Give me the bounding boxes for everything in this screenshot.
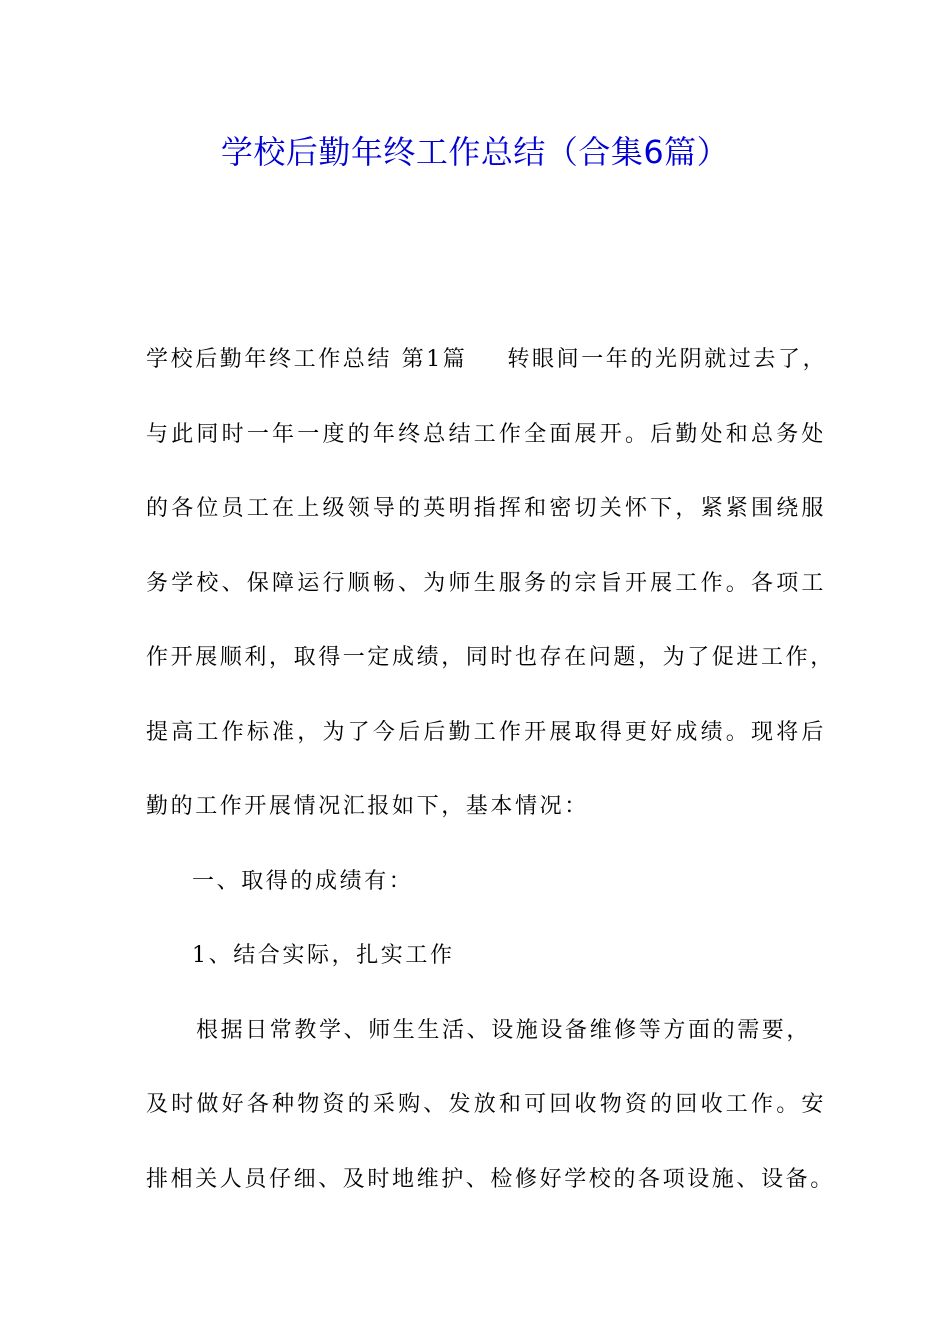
paragraph-line: 提高工作标准，为了今后后勤工作开展取得更好成绩。现将后	[146, 719, 826, 745]
paragraph-line: 勤的工作开展情况汇报如下，基本情况：	[146, 794, 589, 819]
paragraph-line: 及时做好各种物资的采购、发放和可回收物资的回收工作。安	[146, 1092, 826, 1117]
subsection-heading: 1、结合实际，扎实工作	[192, 943, 455, 968]
paragraph-line	[146, 336, 826, 411]
section-heading: 一、取得的成绩有：	[192, 868, 414, 894]
paragraph-text: 转眼间一年的光阴就过去了，	[507, 347, 828, 372]
paragraph-line: 务学校、保障运行顺畅、为师生服务的宗旨开展工作。各项工	[146, 570, 826, 596]
paragraph-line: 排相关人员仔细、及时地维护、检修好学校的各项设施、设备。	[146, 1166, 835, 1192]
paragraph-line: 根据日常教学、师生生活、设施设备维修等方面的需要，	[196, 1017, 812, 1043]
paragraph-line: 的各位员工在上级领导的英明指挥和密切关怀下，紧紧围绕服	[146, 496, 826, 521]
section-heading: 学校后勤年终工作总结 第1篇	[146, 347, 468, 372]
document-body	[146, 336, 835, 1230]
document-title: 学校后勤年终工作总结（合集6篇）	[220, 133, 730, 171]
paragraph-line: 作开展顺利，取得一定成绩，同时也存在问题，为了促进工作，	[146, 645, 835, 670]
paragraph-line: 与此同时一年一度的年终总结工作全面展开。后勤处和总务处	[146, 421, 826, 447]
